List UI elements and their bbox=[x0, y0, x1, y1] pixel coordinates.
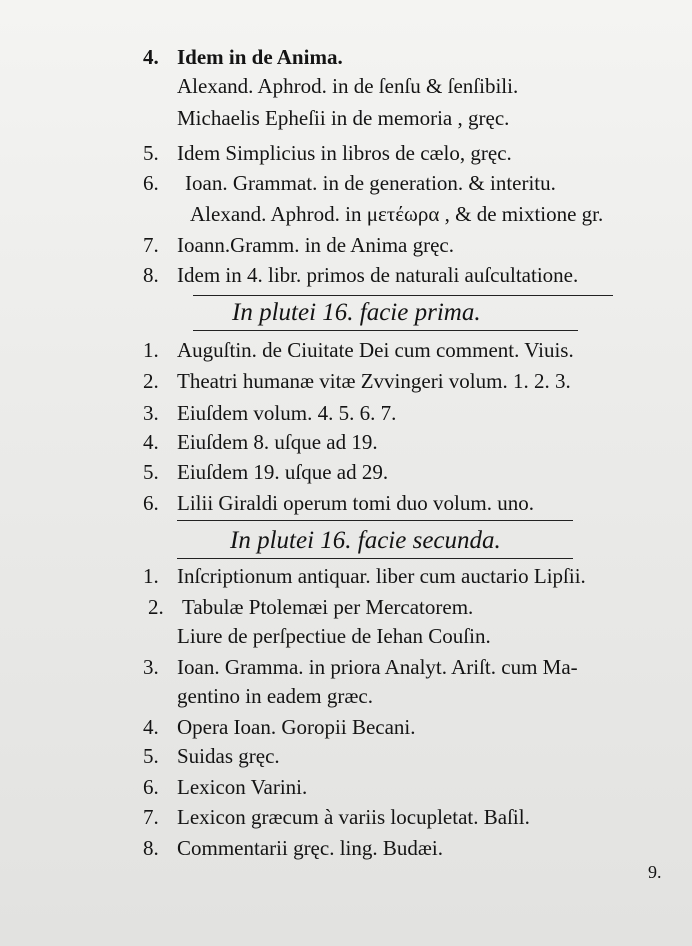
entry-number: 4. bbox=[143, 430, 159, 454]
heading-rule bbox=[193, 330, 578, 331]
entry-text: Lexicon græcum à variis locupletat. Baſil. bbox=[177, 805, 530, 829]
entry-text: Ioann.Gramm. in de Anima gręc. bbox=[177, 233, 454, 257]
entry-number: 5. bbox=[143, 460, 159, 484]
entry-line bbox=[190, 201, 603, 227]
entry-number: 4. bbox=[143, 45, 159, 69]
entry-text: Idem in 4. libr. primos de naturali auſcultatione. bbox=[177, 263, 579, 287]
entry-line bbox=[143, 170, 556, 196]
entry-line bbox=[148, 594, 473, 620]
entry-text: Alexand. Aphrod. in μετέωρα , & de mixtione gr. bbox=[190, 202, 604, 226]
entry-text: Liure de perſpectiue de Iehan Couſin. bbox=[177, 624, 491, 648]
heading-rule bbox=[177, 520, 573, 521]
entry-line bbox=[143, 490, 534, 516]
entry-text: Inſcriptionum antiquar. liber cum auctario Lipſii. bbox=[177, 564, 586, 588]
entry-number: 8. bbox=[143, 836, 159, 860]
entry-text: Lilii Giraldi operum tomi duo volum. uno. bbox=[177, 491, 534, 515]
entry-line bbox=[177, 73, 518, 99]
entry-line bbox=[143, 459, 388, 485]
section-heading: In plutei 16. facie prima. bbox=[232, 299, 481, 326]
entry-line bbox=[143, 400, 396, 426]
entry-number: 7. bbox=[143, 805, 159, 829]
entry-line bbox=[143, 714, 416, 740]
entry-text: Ioan. Gramma. in priora Analyt. Ariſt. cum Ma- bbox=[177, 655, 578, 679]
entry-line bbox=[143, 774, 307, 800]
entry-text: Eiuſdem volum. 4. 5. 6. 7. bbox=[177, 401, 397, 425]
entry-number: 3. bbox=[143, 655, 159, 679]
entry-text: Theatri humanæ vitæ Zvvingeri volum. 1. 2. 3. bbox=[177, 369, 571, 393]
entry-text: Michaelis Epheſii in de memoria , gręc. bbox=[177, 106, 510, 130]
entry-text: Idem Simplicius in libros de cælo, gręc. bbox=[177, 141, 512, 165]
entry-line bbox=[143, 429, 378, 455]
entry-line bbox=[143, 262, 578, 288]
entry-number: 1. bbox=[143, 338, 159, 362]
entry-number: 7. bbox=[143, 233, 159, 257]
entry-text: Eiuſdem 19. uſque ad 29. bbox=[177, 460, 389, 484]
entry-text: Suidas gręc. bbox=[177, 744, 280, 768]
entry-line bbox=[143, 337, 574, 363]
entry-number: 3. bbox=[143, 401, 159, 425]
entry-line bbox=[143, 835, 443, 861]
entry-text: Opera Ioan. Goropii Becani. bbox=[177, 715, 416, 739]
entry-number: 6. bbox=[143, 171, 159, 195]
entry-number: 2. bbox=[148, 595, 164, 619]
entry-number: 8. bbox=[143, 263, 159, 287]
entry-text: Ioan. Grammat. in de generation. & interitu. bbox=[185, 171, 556, 195]
entry-number: 4. bbox=[143, 715, 159, 739]
entry-number: 6. bbox=[143, 491, 159, 515]
entry-number: 1. bbox=[143, 564, 159, 588]
entry-line bbox=[177, 683, 373, 709]
entry-text: Tabulæ Ptolemæi per Mercatorem. bbox=[182, 595, 474, 619]
entry-number: 2. bbox=[143, 369, 159, 393]
entry-line bbox=[143, 563, 586, 589]
entry-line bbox=[143, 804, 530, 830]
heading-rule bbox=[177, 558, 573, 559]
heading-rule bbox=[193, 295, 613, 296]
entry-line bbox=[177, 623, 491, 649]
entry-line bbox=[143, 654, 578, 680]
entry-line bbox=[143, 743, 280, 769]
entry-text: Alexand. Aphrod. in de ſenſu & ſenſibili. bbox=[177, 74, 519, 98]
entry-line bbox=[177, 105, 509, 131]
entry-line bbox=[143, 368, 571, 394]
section-heading: In plutei 16. facie secunda. bbox=[230, 527, 501, 554]
entry-number: 5. bbox=[143, 141, 159, 165]
entry-text: Lexicon Varini. bbox=[177, 775, 308, 799]
page-number: 9. bbox=[648, 862, 662, 882]
entry-text: Eiuſdem 8. uſque ad 19. bbox=[177, 430, 378, 454]
entry-number: 6. bbox=[143, 775, 159, 799]
entry-number: 5. bbox=[143, 744, 159, 768]
entry-line bbox=[143, 232, 454, 258]
entry-line bbox=[143, 44, 343, 70]
entry-line bbox=[143, 140, 512, 166]
entry-text: Auguſtin. de Ciuitate Dei cum comment. Viuis. bbox=[177, 338, 574, 362]
entry-text: Commentarii gręc. ling. Budæi. bbox=[177, 836, 443, 860]
entry-text: gentino in eadem græc. bbox=[177, 684, 373, 708]
entry-text: Idem in de Anima. bbox=[177, 45, 343, 69]
